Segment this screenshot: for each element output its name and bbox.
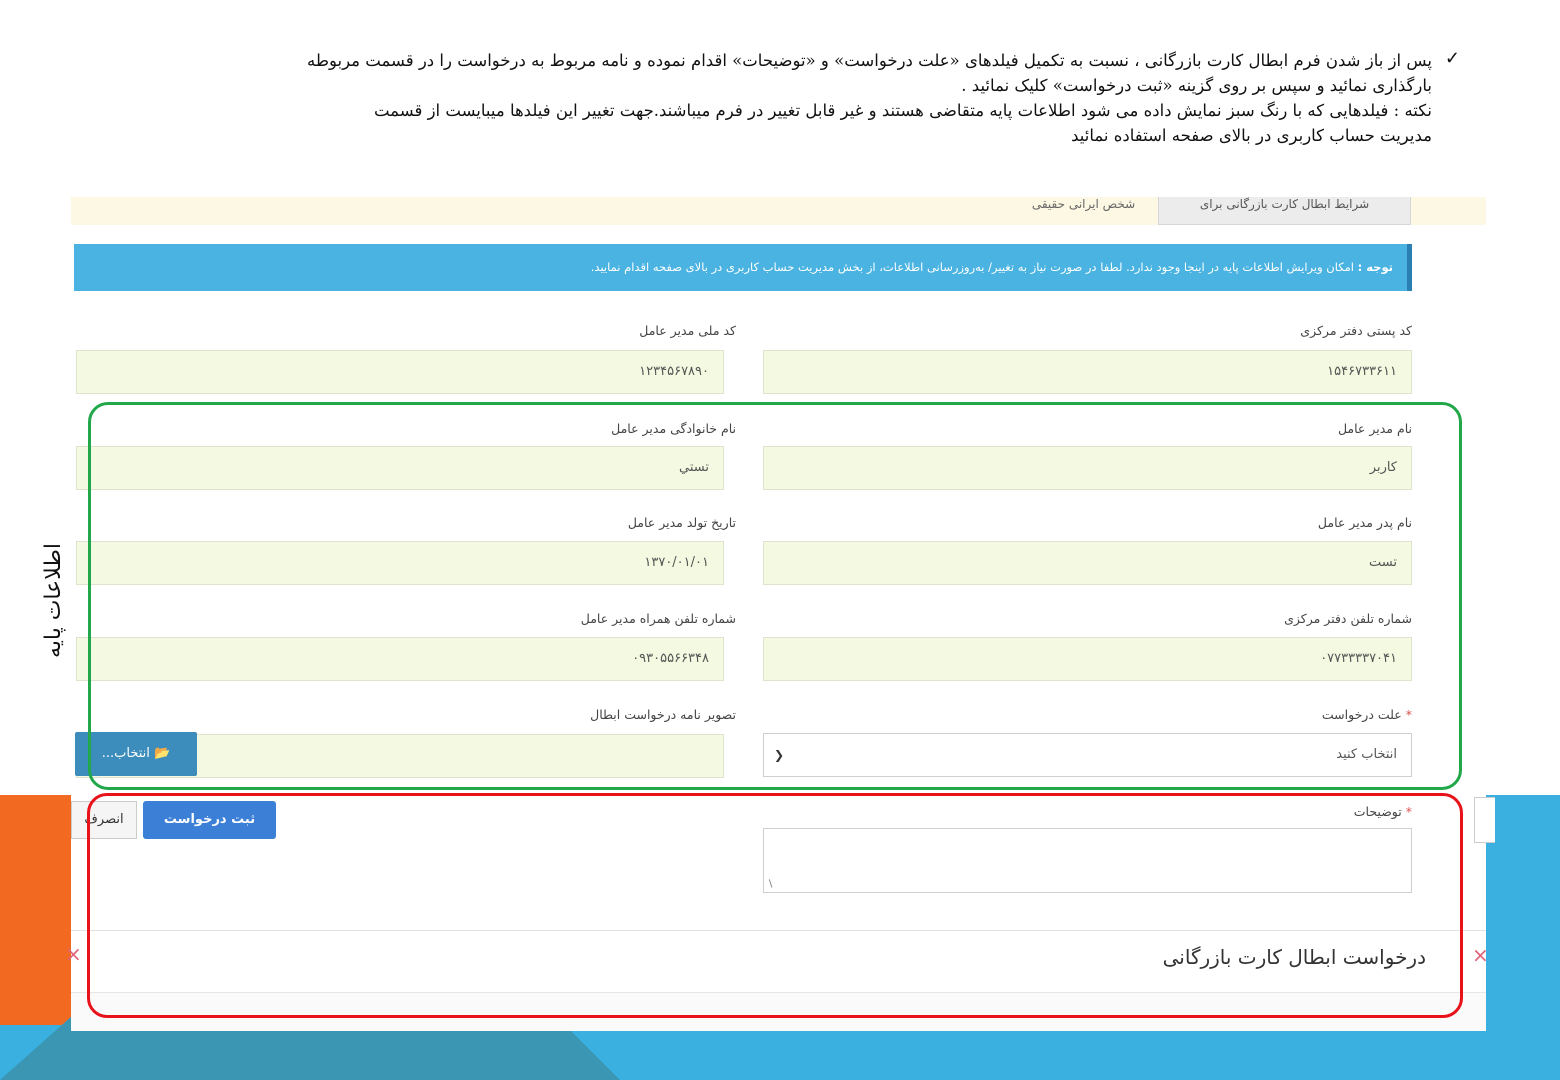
instruction-line: مدیریت حساب کاربری در بالای صفحه استفاده نمائید	[1071, 126, 1432, 145]
postal-code-field: ۱۵۴۶۷۳۳۶۱۱	[763, 350, 1412, 394]
resize-grip-icon[interactable]: ∖	[767, 879, 774, 890]
instruction-line: پس از باز شدن فرم ابطال کارت بازرگانی ، نسبت به تکمیل فیلدهای «علت درخواست» و «توضیحات» اقدام نموده و نامه مربوط به درخواست را در قسمت مربوطه	[306, 51, 1432, 70]
mobile-field: ۰۹۳۰۵۵۶۶۳۴۸	[76, 637, 724, 681]
required-marker: *	[1405, 804, 1412, 819]
basic-info-highlight	[88, 402, 1462, 790]
background-input-stub	[1474, 797, 1495, 843]
birth-date-field: ۱۳۷۰/۰۱/۰۱	[76, 541, 724, 585]
slide-decoration-orange	[0, 795, 72, 1025]
first-name-label: نام مدیر عامل	[1337, 421, 1412, 436]
choose-file-label: انتخاب...	[101, 746, 150, 761]
notice-bold: توجه :	[1357, 260, 1393, 274]
first-name-field: کاربر	[763, 446, 1412, 490]
close-icon[interactable]: ×	[1472, 943, 1489, 967]
basic-info-side-label: اطلاعات پایه	[41, 543, 66, 659]
instructions-text	[100, 48, 1460, 148]
checkmark-icon: ✓	[1444, 48, 1460, 69]
description-label-text: توضیحات	[1353, 804, 1402, 819]
birth-date-label: تاریخ تولد مدیر عامل	[627, 515, 736, 530]
father-name-field: تست	[763, 541, 1412, 585]
postal-code-label: کد پستی دفتر مرکزی	[1300, 323, 1412, 338]
cancel-button[interactable]: انصرف	[71, 801, 137, 839]
instruction-line: بارگذاری نمائید و سپس بر روی گزینه «ثبت درخواست» کلیک نمائید .	[961, 76, 1432, 95]
last-name-label: نام خانوادگی مدیر عامل	[611, 421, 736, 436]
required-marker: *	[1405, 707, 1412, 722]
instruction-line: نکته : فیلدهایی که با رنگ سبز نمایش داده می شود اطلاعات پایه متقاضی هستند و غیر قابل تغییر در فرم میباشند.جهت تغییر این فیلدها میبایست از قسمت	[373, 101, 1432, 120]
reason-select-value: انتخاب کنید	[1336, 747, 1397, 762]
chevron-down-icon: ❮	[774, 748, 785, 762]
office-phone-label: شماره تلفن دفتر مرکزی	[1284, 611, 1412, 626]
tab-iranian-person[interactable]: شخص ایرانی حقیقی	[1031, 197, 1136, 211]
notice-banner	[74, 244, 1412, 291]
modal-title: درخواست ابطال کارت بازرگانی	[1162, 945, 1426, 969]
submit-request-button[interactable]: ثبت درخواست	[143, 801, 276, 839]
office-phone-field: ۰۷۷۳۳۳۳۷۰۴۱	[763, 637, 1412, 681]
father-name-label: نام پدر مدیر عامل	[1317, 515, 1412, 530]
folder-icon: 📂	[154, 746, 171, 761]
request-fields-highlight	[87, 793, 1463, 1018]
letter-image-label: تصویر نامه درخواست ابطال	[590, 707, 736, 722]
reason-label-text: علت درخواست	[1321, 707, 1402, 722]
national-id-field: ۱۲۳۴۵۶۷۸۹۰	[76, 350, 724, 394]
close-icon[interactable]: ×	[65, 942, 82, 966]
mobile-label: شماره تلفن همراه مدیر عامل	[580, 611, 736, 626]
notice-text: امکان ویرایش اطلاعات پایه در اینجا وجود ندارد. لطفا در صورت نیاز به تغییر/ به‌روزرسانی اطلاعات، از بخش مدیریت حساب کاربری در بالای صفحه اقدام نمایید.	[590, 260, 1354, 274]
tab-cancellation-conditions[interactable]: شرایط ابطال کارت بازرگانی برای	[1158, 197, 1411, 225]
national-id-label: کد ملی مدیر عامل	[639, 323, 736, 338]
last-name-field: تستي	[76, 446, 724, 490]
